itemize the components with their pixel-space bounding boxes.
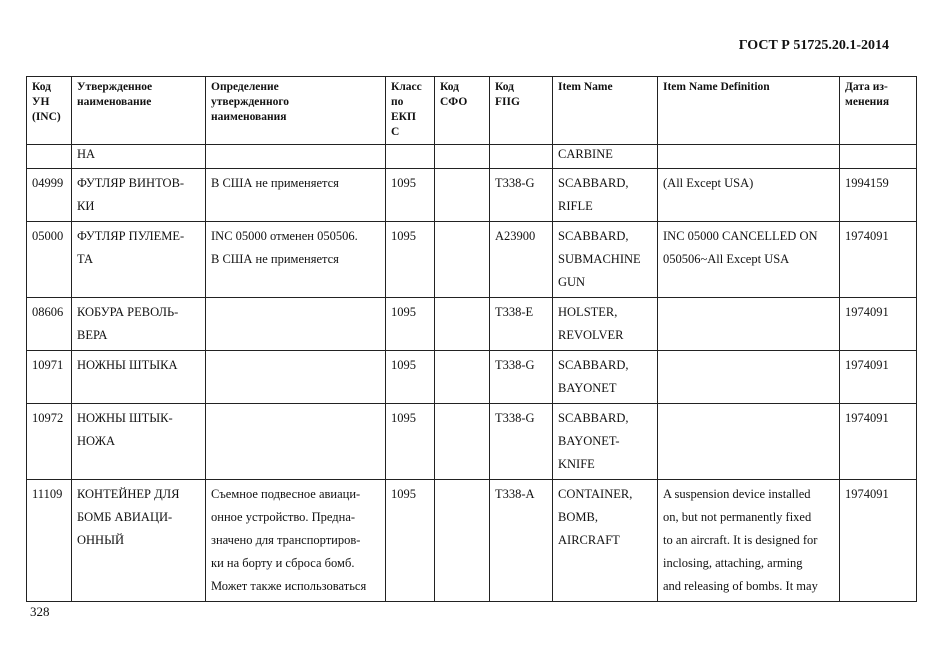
cell-class: 1095	[386, 351, 435, 404]
cell-fiig	[490, 145, 553, 169]
cell-class: 1095	[386, 298, 435, 351]
cell-item-name: SCABBARD, BAYONET	[553, 351, 658, 404]
cell-definition: Съемное подвесное авиаци- онное устройство. Предна- значено для транспортиров- ки на борту и сброса бомб. Может также использоваться	[206, 480, 386, 602]
cell-date	[840, 145, 917, 169]
table-row	[27, 222, 917, 298]
cell-name: ФУТЛЯР ВИНТОВ- КИ	[72, 169, 206, 222]
table-row	[27, 404, 917, 480]
cell-item-name: CONTAINER, BOMB, AIRCRAFT	[553, 480, 658, 602]
cell-class: 1095	[386, 222, 435, 298]
table-row	[27, 169, 917, 222]
table-row	[27, 351, 917, 404]
table-header-row	[27, 77, 917, 145]
cell-inc: 10971	[27, 351, 72, 404]
cell-fiig: T338-E	[490, 298, 553, 351]
cell-definition: INC 05000 отменен 050506. В США не применяется	[206, 222, 386, 298]
cell-class: 1095	[386, 480, 435, 602]
cell-name: НА	[72, 145, 206, 169]
cell-item-definition: INC 05000 CANCELLED ON 050506~All Except USA	[658, 222, 840, 298]
cell-name: ФУТЛЯР ПУЛЕМЕ- ТА	[72, 222, 206, 298]
cell-sfo	[435, 351, 490, 404]
cell-fiig: T338-G	[490, 404, 553, 480]
cell-name: КОБУРА РЕВОЛЬ- ВЕРА	[72, 298, 206, 351]
cell-sfo	[435, 222, 490, 298]
cell-fiig: T338-G	[490, 169, 553, 222]
cell-definition	[206, 298, 386, 351]
col-header-class: Класс по ЕКП С	[386, 77, 435, 145]
cell-class	[386, 145, 435, 169]
cell-date: 1974091	[840, 480, 917, 602]
cell-item-definition	[658, 298, 840, 351]
cell-sfo	[435, 480, 490, 602]
cell-date: 1994159	[840, 169, 917, 222]
cell-item-name: SCABBARD, RIFLE	[553, 169, 658, 222]
cell-class: 1095	[386, 169, 435, 222]
cell-item-definition	[658, 145, 840, 169]
cell-item-name: SCABBARD, SUBMACHINE GUN	[553, 222, 658, 298]
cell-class: 1095	[386, 404, 435, 480]
cell-inc: 11109	[27, 480, 72, 602]
table-row	[27, 298, 917, 351]
cell-inc	[27, 145, 72, 169]
cell-name: НОЖНЫ ШТЫК- НОЖА	[72, 404, 206, 480]
col-header-name: Утвержденное наименование	[72, 77, 206, 145]
col-header-item-definition: Item Name Definition	[658, 77, 840, 145]
cell-date: 1974091	[840, 298, 917, 351]
cell-inc: 08606	[27, 298, 72, 351]
cell-item-definition	[658, 351, 840, 404]
cell-date: 1974091	[840, 404, 917, 480]
cell-date: 1974091	[840, 222, 917, 298]
cell-inc: 04999	[27, 169, 72, 222]
cell-sfo	[435, 169, 490, 222]
cell-fiig: T338-G	[490, 351, 553, 404]
cell-definition	[206, 145, 386, 169]
cell-definition	[206, 404, 386, 480]
col-header-sfo: Код СФО	[435, 77, 490, 145]
cell-item-definition: A suspension device installed on, but not permanently fixed to an aircraft. It is designed for inclosing, attaching, arming and releasing of bombs. It may	[658, 480, 840, 602]
col-header-fiig: Код FIIG	[490, 77, 553, 145]
page-number: 328	[30, 604, 50, 619]
cell-inc: 10972	[27, 404, 72, 480]
cell-item-name: SCABBARD, BAYONET- KNIFE	[553, 404, 658, 480]
cell-sfo	[435, 145, 490, 169]
cell-sfo	[435, 298, 490, 351]
cell-definition: В США не применяется	[206, 169, 386, 222]
cell-date: 1974091	[840, 351, 917, 404]
catalog-table	[26, 76, 917, 602]
cell-name: НОЖНЫ ШТЫКА	[72, 351, 206, 404]
cell-fiig: T338-A	[490, 480, 553, 602]
cell-item-definition: (All Except USA)	[658, 169, 840, 222]
cell-item-name: HOLSTER, REVOLVER	[553, 298, 658, 351]
cell-sfo	[435, 404, 490, 480]
document-code: ГОСТ Р 51725.20.1-2014	[738, 38, 889, 53]
col-header-inc: Код УН (INC)	[27, 77, 72, 145]
table-row	[27, 480, 917, 602]
cell-item-name: CARBINE	[553, 145, 658, 169]
cell-fiig: A23900	[490, 222, 553, 298]
col-header-date: Дата из- менения	[840, 77, 917, 145]
cell-item-definition	[658, 404, 840, 480]
col-header-definition: Определение утвержденного наименования	[206, 77, 386, 145]
cell-name: КОНТЕЙНЕР ДЛЯ БОМБ АВИАЦИ- ОННЫЙ	[72, 480, 206, 602]
cell-definition	[206, 351, 386, 404]
cell-inc: 05000	[27, 222, 72, 298]
col-header-item-name: Item Name	[553, 77, 658, 145]
table-row	[27, 145, 917, 169]
